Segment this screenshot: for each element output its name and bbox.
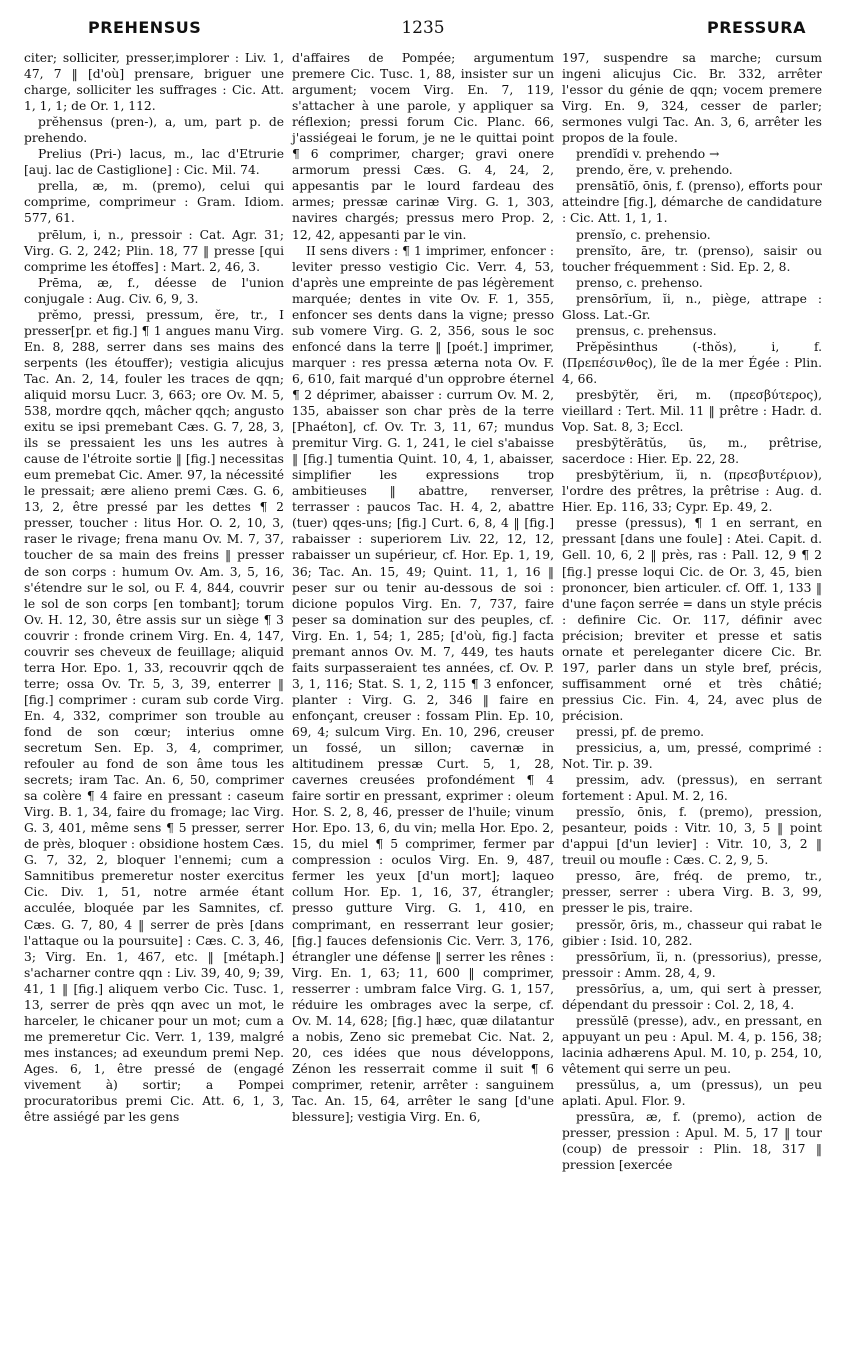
dictionary-entry: d'affaires de Pompée; argumentum premere Cic. Tusc. 1, 88, insister sur un argument; vocem Virg. En. 7, 119, s'attacher à une parole, y appliquer sa réflexion; pressi forum Cic. Planc. 66, j'assiégeai le forum, je ne le quittai point ¶ 6 comprimer, charger; gravi onere armorum pressi Cæs. G. 4, 24, 2, appesantis par le lourd fardeau des armes; pressæ carinæ Virg. G. 1, 303, navires chargés; pressus mero Prop. 2, 12, 42, appesanti par le vin.: [292, 51, 554, 242]
dictionary-entry: Prĕpĕsinthus (-thŏs), i, f. (Πρεπέσινθος), île de la mer Égée : Plin. 4, 66.: [562, 339, 822, 386]
dictionary-entry: citer; solliciter, presser,implorer : Liv. 1, 47, 7 ‖ [d'où] prensare, briguer une charge, solliciter les suffrages : Cic. Att. 1, 1, 1; de Or. 1, 112.: [24, 51, 284, 114]
dictionary-entry: prendĭdi v. prehendo →: [576, 147, 720, 162]
page-header: [20, 18, 826, 44]
dictionary-entry: II sens divers : ¶ 1 imprimer, enfoncer : leviter presso vestigio Cic. Verr. 4, 53, d'après une empreinte de pas légèrement marquée; dentes in vite Ov. F. 1, 355, enfoncer ses dents dans la vigne; presso sub vomere Virg. G. 2, 356, sous le soc enfoncé dans la terre ‖ [poét.] imprimer, marquer : res pressa æterna nota Ov. F. 6, 610, fait marqué d'un opprobre éternel ¶ 2 déprimer, abaisser : currum Ov. M. 2, 135, abaisser son char près de la terre [Phaéton], cf. Ov. Tr. 3, 11, 67; mundus premitur Virg. G. 1, 241, le ciel s'abaisse ‖ [fig.] tumentia Quint. 10, 4, 1, abaisser, simplifier les expressions trop ambitieuses ‖ abattre, renverser, terrasser : paucos Tac. H. 4, 2, abattre (tuer) qqes-uns; [fig.] Curt. 6, 8, 4 ‖ [fig.] rabaisser : superiorem Liv. 22, 12, 12, rabaisser un supérieur, cf. Hor. Ep. 1, 19, 36; Tac. An. 15, 49; Quint. 11, 1, 16 ‖ peser sur ou tenir au-dessous de soi : dicione populos Virg. En. 7, 737, faire peser sa domination sur des peuples, cf. Virg. En. 1, 54; 1, 285; [d'où, fig.] facta premant annos Ov. M. 7, 449, tes hauts faits surpasseraient tes années, cf. Ov. P. 3, 1, 116; Stat. S. 1, 2, 115 ¶ 3 enfoncer, planter : Virg. G. 2, 346 ‖ faire en enfonçant, creuser : fossam Plin. Ep. 10, 69, 4; sulcum Virg. En. 10, 296, creuser un fossé, un sillon; cavernæ in altitudinem pressæ Curt. 5, 1, 28, cavernes creusées profondément ¶ 4 faire sortir en pressant, exprimer : oleum Hor. S. 2, 8, 46, presser de l'huile; vinum Hor. Epo. 13, 6, du vin; mella Hor. Epo. 2, 15, du miel ¶ 5 comprimer, fermer par compression : oculos Virg. En. 9, 487, fermer les yeux [d'un mort]; laqueo collum Hor. Ep. 1, 16, 37, étrangler; presso gutture Virg. G. 1, 410, en comprimant, en resserrant leur gosier; [fig.] fauces defensionis Cic. Verr. 3, 176, étrangler une défense ‖ serrer les rênes : Virg. En. 1, 63; 11, 600 ‖ comprimer, resserrer : umbram falce Virg. G. 1, 157, réduire les ombrages avec la serpe, cf. Ov. M. 14, 628; [fig.] hæc, quæ dilatantur a nobis, Zeno sic premebat Cic. Nat. 2, 20, ces idées que nous développons, Zénon les resserrait comme il suit ¶ 6 comprimer, retenir, arrêter : sanguinem Tac. An. 15, 64, arrêter le sang [d'une blessure]; vestigia Virg. En. 6,: [292, 243, 554, 1125]
column-2: [288, 50, 558, 1346]
dictionary-entry: prendo, ĕre, v. prehendo.: [576, 163, 733, 178]
dictionary-entry: prensus, c. prehensus.: [576, 323, 717, 338]
dictionary-entry: prensōrĭum, ĭi, n., piège, attrape : Gloss. Lat.-Gr.: [562, 291, 822, 322]
dictionary-entry: presbўtĕr, ĕri, m. (πρεσβύτερος), vieillard : Tert. Mil. 11 ‖ prêtre : Hadr. d. Vop. Sat. 8, 3; Eccl.: [562, 387, 822, 435]
dictionary-entry: presbўtĕrium, ĭi, n. (πρεσβυτέριον), l'ordre des prêtres, la prêtrise : Aug. d. Hier. Ep. 116, 33; Cypr. Ep. 49, 2.: [562, 468, 822, 515]
dictionary-entry: pressōrĭum, ĭi, n. (pressorius), presse, pressoir : Amm. 28, 4, 9.: [562, 949, 822, 980]
page-number: 1235: [401, 18, 445, 38]
running-head-right: PRESSURA: [707, 18, 806, 37]
dictionary-entry: pressŏr, ōris, m., chasseur qui rabat le gibier : Isid. 10, 282.: [562, 917, 822, 948]
dictionary-entry: pressĭo, ōnis, f. (premo), pression, pesanteur, poids : Vitr. 10, 3, 5 ‖ point d'appui [d'un levier] : Vitr. 10, 3, 2 ‖ treuil ou moufle : Cæs. C. 2, 9, 5.: [562, 805, 822, 868]
dictionary-entry: prensĭto, āre, tr. (prenso), saisir ou toucher fréquemment : Sid. Ep. 2, 8.: [562, 243, 822, 274]
dictionary-columns: [20, 50, 826, 1346]
dictionary-entry: prēlum, i, n., pressoir : Cat. Agr. 31; Virg. G. 2, 242; Plin. 18, 77 ‖ presse [qui comprime les étoffes] : Mart. 2, 46, 3.: [24, 227, 284, 274]
dictionary-entry: pressŭlē (presse), adv., en pressant, en appuyant un peu : Apul. M. 4, p. 156, 38; lacinia adhærens Apul. M. 10, p. 254, 10, vêtement qui serre un peu.: [562, 1013, 822, 1076]
dictionary-entry: pressūra, æ, f. (premo), action de presser, pression : Apul. M. 5, 17 ‖ tour (coup) de pressoir : Plin. 18, 317 ‖ pression [exercée: [562, 1110, 822, 1173]
dictionary-entry: prensātĭō, ōnis, f. (prenso), efforts pour atteindre [fig.], démarche de candidature : Cic. Att. 1, 1, 1.: [562, 179, 822, 226]
dictionary-entry: pressicius, a, um, pressé, comprimé : Not. Tir. p. 39.: [562, 741, 822, 772]
dictionary-entry: Prelius (Pri-) lacus, m., lac d'Etrurie [auj. lac de Castiglione] : Cic. Mil. 74.: [24, 147, 284, 178]
dictionary-entry: pressi, pf. de premo.: [576, 724, 705, 739]
column-1: [20, 50, 288, 1346]
dictionary-entry: prĕhensus (pren-), a, um, part p. de prehendo.: [24, 115, 284, 146]
dictionary-entry: prella, æ, m. (premo), celui qui comprime, comprimeur : Gram. Idiom. 577, 61.: [24, 179, 284, 226]
dictionary-entry: prensĭo, c. prehensio.: [576, 227, 711, 242]
dictionary-entry: presbўtĕrātŭs, ūs, m., prêtrise, sacerdoce : Hier. Ep. 22, 28.: [562, 436, 822, 467]
dictionary-entry: 197, suspendre sa marche; cursum ingeni alicujus Cic. Br. 332, arrêter l'essor du génie de qqn; vocem premere Virg. En. 9, 324, cesser de parler; sermones vulgi Tac. An. 3, 6, arrêter les propos de la foule.: [562, 51, 822, 146]
dictionary-entry: presse (pressus), ¶ 1 en serrant, en pressant [dans une foule] : Atei. Capit. d. Gell. 10, 6, 2 ‖ près, ras : Pall. 12, 9 ¶ 2 [fig.] presse loqui Cic. de Or. 3, 45, bien prononcer, bien articuler. cf. Off. 1, 133 ‖ d'une façon serrée = dans un style précis : definire Cic. Or. 117, définir avec précision; breviter et presse et satis ornate et pereleganter dicere Cic. Br. 197, parler dans un style bref, précis, suffisamment orné et très châtié; pressius Cic. Fin. 4, 24, avec plus de précision.: [562, 516, 822, 723]
dictionary-entry: pressim, adv. (pressus), en serrant fortement : Apul. M. 2, 16.: [562, 773, 822, 804]
dictionary-entry: pressōrĭus, a, um, qui sert à presser, dépendant du pressoir : Col. 2, 18, 4.: [562, 981, 822, 1012]
dictionary-entry: prenso, c. prehenso.: [576, 275, 703, 290]
running-head-left: PREHENSUS: [88, 18, 202, 37]
dictionary-entry: prĕmo, pressi, pressum, ĕre, tr., I presser[pr. et fig.] ¶ 1 angues manu Virg. En. 8, 288, serrer dans ses mains des serpents (les étouffer); vestigia alicujus Tac. An. 2, 14, fouler les traces de qqn; aliquid morsu Lucr. 3, 663; ore Ov. M. 5, 538, mordre qqch, mâcher qqch; angusto exitu se ipsi premebant Cæs. G. 7, 28, 3, ils se pressaient les uns les autres à cause de l'étroite sortie ‖ [fig.] necessitas eum premebat Cic. Amer. 97, la nécessité le pressait; ære alieno premi Cæs. G. 6, 13, 2, être pressé par les dettes ¶ 2 presser, toucher : litus Hor. O. 2, 10, 3, raser le rivage; frena manu Ov. M. 7, 37, toucher de sa main des freins ‖ presser de son corps : humum Ov. Am. 3, 5, 16, s'étendre sur le sol, ou F. 4, 844, couvrir le sol de son corps [en tombant]; torum Ov. H. 12, 30, être assis sur un siège ¶ 3 couvrir : fronde crinem Virg. En. 4, 147, couvrir ses cheveux de feuillage; aliquid terra Hor. Epo. 1, 33, recouvrir qqch de terre; ossa Ov. Tr. 5, 3, 39, enterrer ‖ [fig.] comprimer : curam sub corde Virg. En. 4, 332, comprimer son trouble au fond de son cœur; interius omne secretum Sen. Ep. 3, 4, comprimer, refouler au fond de son âme tous les secrets; iram Tac. An. 6, 50, comprimer sa colère ¶ 4 faire en pressant : caseum Virg. B. 1, 34, faire du fromage; lac Virg. G. 3, 401, même sens ¶ 5 presser, serrer de près, bloquer : obsidione hostem Cæs. G. 7, 32, 2, bloquer l'ennemi; cum a Samnitibus premeretur noster exercitus Cic. Div. 1, 51, notre armée étant acculée, bloquée par les Samnites, cf. Cæs. G. 7, 80, 4 ‖ serrer de près [dans l'attaque ou la poursuite] : Cæs. C. 3, 46, 3; Virg. En. 1, 467, etc. ‖ [métaph.] s'acharner contre qqn : Liv. 39, 40, 9; 39, 41, 1 ‖ [fig.] aliquem verbo Cic. Tusc. 1, 13, serrer de près qqn avec un mot, le harceler, le chicaner pour un mot; cum a me premeretur Cic. Verr. 1, 139, malgré mes instances; ad exeundum premi Nep. Ages. 6, 1, être pressé de (engagé vivement à) sortir; a Pompei procuratoribus premi Cic. Att. 6, 1, 3, être assiégé par les gens: [24, 307, 284, 1125]
column-3: [558, 50, 826, 1346]
dictionary-entry: Prēma, æ, f., déesse de l'union conjugale : Aug. Civ. 6, 9, 3.: [24, 275, 284, 306]
dictionary-entry: pressŭlus, a, um (pressus), un peu aplati. Apul. Flor. 9.: [562, 1078, 822, 1109]
dictionary-entry: presso, āre, fréq. de premo, tr., presser, serrer : ubera Virg. B. 3, 99, presser le pis, traire.: [562, 869, 822, 916]
